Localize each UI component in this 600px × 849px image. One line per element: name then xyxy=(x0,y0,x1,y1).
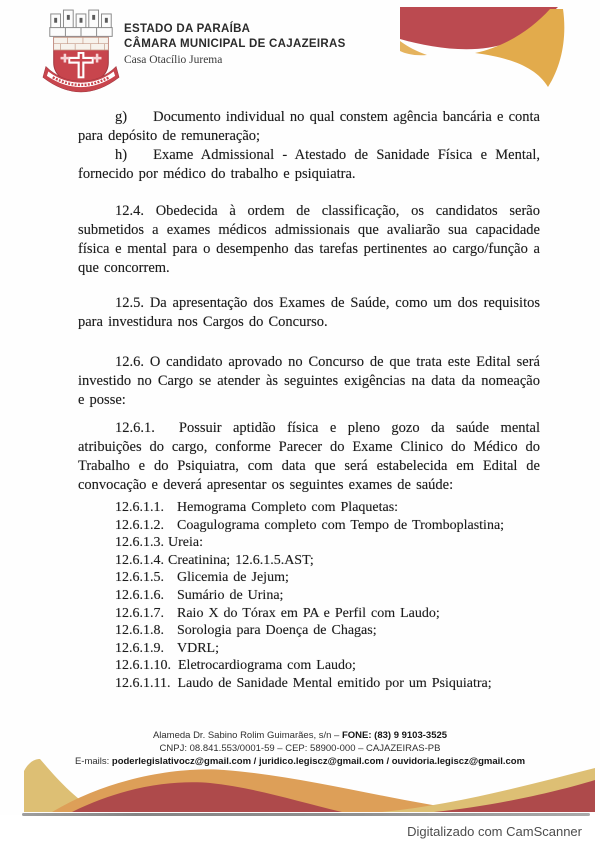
exam-item-number: 12.6.1.7. xyxy=(115,605,164,621)
footer-address-line xyxy=(0,729,600,742)
exam-item-text: Creatinina; 12.6.1.5.AST; xyxy=(168,552,314,568)
exam-item-text: Coagulograma completo com Tempo de Tromboplastina; xyxy=(177,517,505,533)
exam-list-item xyxy=(115,587,540,605)
exam-list-item xyxy=(115,640,540,658)
exam-list-item xyxy=(115,552,540,570)
footer-emails: poderlegislativocz@gmail.com / juridico.legiscz@gmail.com / ouvidoria.legiscz@gmail.com xyxy=(111,756,526,767)
letterhead-org: CÂMARA MUNICIPAL DE CAJAZEIRAS xyxy=(124,38,346,50)
exam-item-number: 12.6.1.3. xyxy=(115,535,164,551)
exam-item-text: Laudo de Sanidade Mental emitido por um Psiquiatra; xyxy=(177,675,492,691)
shield-brick-band xyxy=(54,37,109,50)
item-h-label: h) xyxy=(115,147,128,163)
exam-list-item xyxy=(115,534,540,552)
item-12-6-1-label: 12.6.1. xyxy=(115,420,155,436)
paragraph-item-h xyxy=(78,146,540,184)
item-g-label: g) xyxy=(115,109,128,125)
exam-list-item xyxy=(115,657,540,675)
municipal-coat-of-arms xyxy=(42,5,120,97)
paragraph-12-5: 12.5. Da apresentação dos Exames de Saúde, como um dos requisitos para investidura nos Cargos do Concurso. xyxy=(78,295,540,330)
exam-item-number: 12.6.1.11. xyxy=(115,675,171,691)
camscanner-watermark: Digitalizado com CamScanner xyxy=(407,824,582,839)
footer-emails-label: E-mails: xyxy=(74,756,112,767)
footer-address: Alameda Dr. Sabino Rolim Guimarães, s/n – xyxy=(152,730,342,741)
exam-item-number: 12.6.1.6. xyxy=(115,587,164,603)
exam-list-item xyxy=(115,605,540,623)
exam-item-number: 12.6.1.10. xyxy=(115,658,171,674)
document-body xyxy=(78,108,540,693)
exam-item-text: VDRL; xyxy=(177,640,219,656)
exam-item-text: Raio X do Tórax em PA e Perfil com Laudo; xyxy=(177,605,440,621)
letterhead-state: ESTADO DA PARAÍBA xyxy=(124,23,251,35)
paragraph-item-g xyxy=(78,108,540,146)
decorative-swoosh-top-right xyxy=(400,7,585,92)
exam-item-text: Eletrocardiograma com Laudo; xyxy=(178,658,356,674)
letterhead xyxy=(124,22,346,68)
exam-item-number: 12.6.1.9. xyxy=(115,640,164,656)
exam-item-number: 12.6.1.4. xyxy=(115,552,164,568)
exam-list-item xyxy=(115,675,540,693)
paragraph-12-4: 12.4. Obedecida à ordem de classificação, os candidatos serão submetidos a exames médicos admissionais que avaliarão sua capacidade física e mental para o desempenho das tarefas pertinentes ao cargo/função a que concorrem. xyxy=(78,203,540,276)
crown-icon xyxy=(50,10,112,36)
exam-item-number: 12.6.1.1. xyxy=(115,500,164,515)
item-g-text: Documento individual no qual constem agência bancária e conta para depósito de remuneração; xyxy=(78,109,540,144)
paragraph-12-6: 12.6. O candidato aprovado no Concurso de que trata este Edital será investido no Cargo se atender às seguintes exigências na data da nomeação e posse: xyxy=(78,354,540,408)
exam-list-item xyxy=(115,517,540,535)
exam-list-item xyxy=(115,569,540,587)
exam-item-text: Sorologia para Doença de Chagas; xyxy=(177,623,377,639)
item-12-6-1-text: Possuir aptidão física e pleno gozo da saúde mental atribuições do cargo, conforme Parecer do Exame Clinico do Médico do Trabalho e do Psiquiatra, com data que será estabelecida em Edital de convocação e deverá apresentar os seguintes exames de saúde: xyxy=(78,420,540,493)
exam-list-item xyxy=(115,622,540,640)
exam-list xyxy=(115,499,540,693)
scanner-strip xyxy=(0,816,600,849)
paragraph-12-6-1 xyxy=(78,419,540,495)
document-footer xyxy=(0,729,600,768)
exam-list-item xyxy=(115,499,540,517)
exam-item-text: Hemograma Completo com Plaquetas: xyxy=(177,500,399,515)
footer-registration-line: CNPJ: 08.841.553/0001-59 – CEP: 58900-000 – CAJAZEIRAS-PB xyxy=(159,743,441,754)
exam-item-text: Sumário de Urina; xyxy=(177,587,284,603)
footer-emails-line xyxy=(0,755,600,768)
exam-item-number: 12.6.1.2. xyxy=(115,517,164,533)
exam-item-number: 12.6.1.8. xyxy=(115,623,164,639)
footer-phone: FONE: (83) 9 9103-3525 xyxy=(341,730,448,741)
exam-item-text: Ureia: xyxy=(168,535,203,551)
exam-item-text: Glicemia de Jejum; xyxy=(177,570,289,586)
letterhead-house: Casa Otacílio Jurema xyxy=(124,54,223,66)
exam-item-number: 12.6.1.5. xyxy=(115,570,164,586)
item-h-text: Exame Admissional - Atestado de Sanidade Física e Mental, fornecido por médico do trabalho e psiquiatra. xyxy=(78,147,540,182)
